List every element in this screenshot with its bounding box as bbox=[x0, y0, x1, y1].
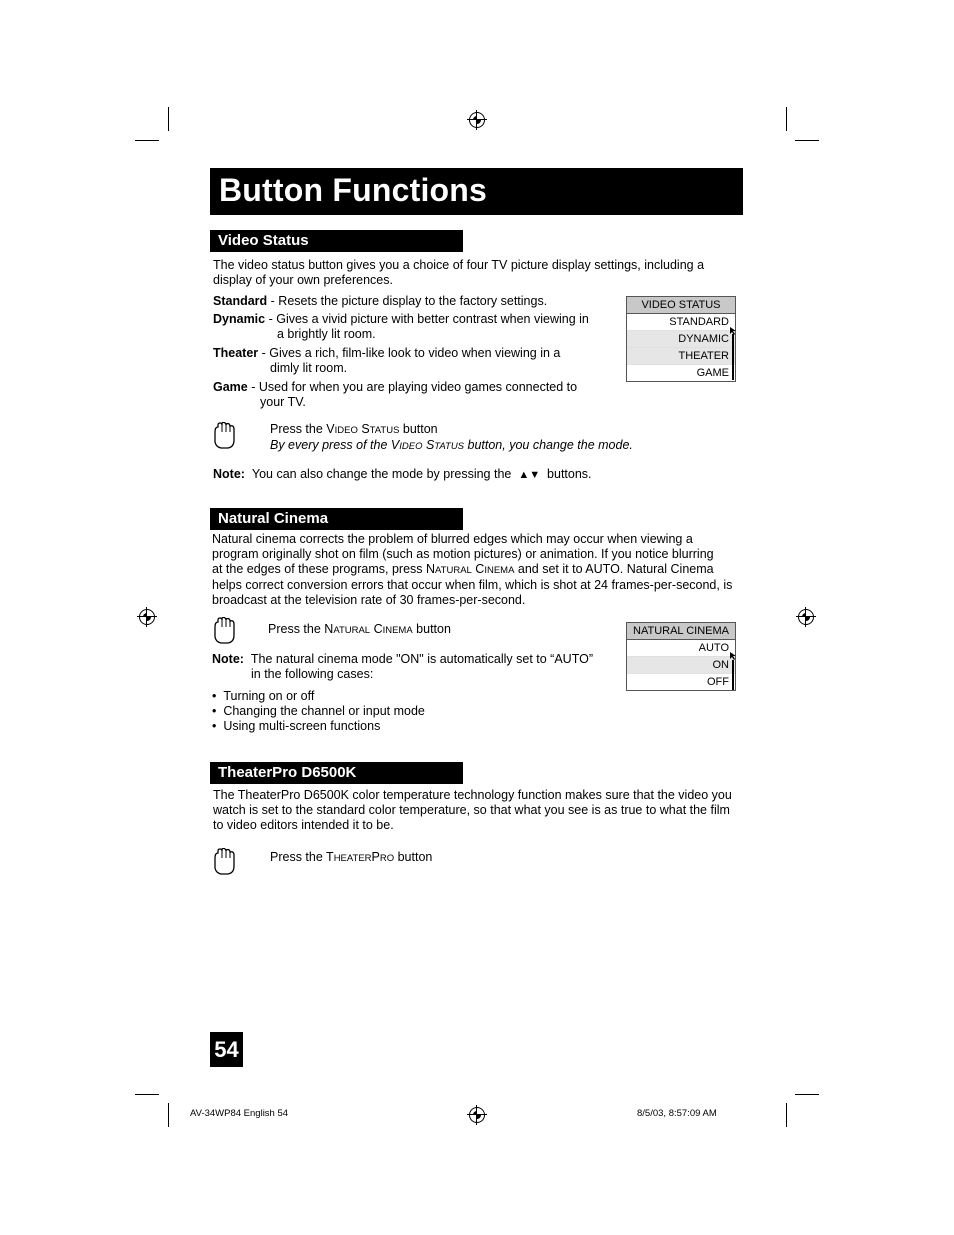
section-heading-theaterpro: TheaterPro D6500K bbox=[210, 762, 463, 784]
theaterpro-press-instruction: Press the THEATERPRO button bbox=[270, 850, 433, 864]
menu-header: VIDEO STATUS bbox=[627, 297, 735, 314]
natural-cinema-bullet-list bbox=[212, 689, 425, 734]
registration-mark-icon bbox=[469, 112, 485, 128]
menu-scroll-bar bbox=[732, 660, 734, 690]
crop-mark bbox=[135, 140, 159, 141]
registration-mark-icon bbox=[469, 1107, 485, 1123]
natural-cinema-note: Note: The natural cinema mode "ON" is automatically set to “AUTO” in the following cases: bbox=[212, 652, 594, 681]
hand-press-icon bbox=[212, 848, 236, 876]
crop-mark bbox=[168, 1103, 169, 1127]
menu-item-on: ON bbox=[627, 657, 735, 674]
theater-description: Theater - Gives a rich, film-like look to video when viewing in a dimly lit room. bbox=[213, 346, 561, 375]
standard-description: Standard - Resets the picture display to the factory settings. bbox=[213, 294, 548, 308]
menu-item-game: GAME bbox=[696, 367, 729, 379]
footer-timestamp: 8/5/03, 8:57:09 AM bbox=[637, 1108, 717, 1119]
section-heading-natural-cinema: Natural Cinema bbox=[210, 508, 463, 530]
menu-item-off: OFF bbox=[707, 676, 729, 688]
crop-mark bbox=[135, 1094, 159, 1095]
menu-header: NATURAL CINEMA bbox=[627, 623, 735, 640]
registration-mark-icon bbox=[139, 609, 155, 625]
crop-mark bbox=[795, 1094, 819, 1095]
section-heading-video-status: Video Status bbox=[210, 230, 463, 252]
dynamic-description: Dynamic - Gives a vivid picture with better contrast when viewing in a brightly lit room. bbox=[213, 312, 589, 341]
list-item: • Changing the channel or input mode bbox=[212, 704, 425, 718]
list-item: • Using multi-screen functions bbox=[212, 719, 381, 733]
theaterpro-description: The TheaterPro D6500K color temperature technology function makes sure that the video you watch is set to the standard color temperature, so that what you see is as true to what the film to video editors intended it to be. bbox=[213, 788, 732, 832]
footer-file-info: AV-34WP84 English 54 bbox=[190, 1108, 289, 1119]
page-number: 54 bbox=[210, 1032, 243, 1067]
video-status-note: Note: You can also change the mode by pressing the ▲▼ buttons. bbox=[213, 467, 592, 481]
cursor-arrow-icon bbox=[729, 651, 739, 661]
registration-mark-icon bbox=[798, 609, 814, 625]
natural-cinema-description: Natural cinema corrects the problem of blurred edges which may occur when viewing a program originally shot on film (such as motion pictures) or animation. If you notice blurring at the edges of these programs, press NATURAL CINEMA and set it to AUTO. Natural Cinema helps correct conversion errors that occur when film, which is shot at 24 frames-per-second, is broadcast at the television rate of 30 frames-per-second. bbox=[212, 532, 733, 607]
menu-scroll-bar bbox=[732, 334, 734, 380]
crop-mark bbox=[786, 107, 787, 131]
menu-item-theater: THEATER bbox=[627, 348, 735, 365]
video-status-press-instruction: Press the VIDEO STATUS button By every press of the VIDEO STATUS button, you change the mode. bbox=[270, 422, 633, 452]
page-title-bar bbox=[210, 168, 743, 215]
natural-cinema-press-instruction: Press the NATURAL CINEMA button bbox=[268, 622, 451, 636]
crop-mark bbox=[795, 140, 819, 141]
video-status-menu bbox=[626, 296, 736, 382]
video-status-intro: The video status button gives you a choice of four TV picture display settings, including a display of your own preferences. bbox=[213, 258, 705, 287]
menu-item-dynamic: DYNAMIC bbox=[627, 331, 735, 348]
page-title: Button Functions bbox=[219, 172, 488, 208]
crop-mark bbox=[786, 1103, 787, 1127]
list-item: • Turning on or off bbox=[212, 689, 315, 703]
hand-press-icon bbox=[212, 617, 236, 645]
hand-press-icon bbox=[212, 422, 236, 450]
natural-cinema-menu bbox=[626, 622, 736, 691]
menu-item-auto: AUTO bbox=[627, 640, 735, 657]
cursor-arrow-icon bbox=[729, 326, 739, 336]
menu-item-standard: STANDARD bbox=[627, 314, 735, 331]
up-down-arrows-icon: ▲▼ bbox=[518, 469, 541, 481]
crop-mark bbox=[168, 107, 169, 131]
game-description: Game - Used for when you are playing video games connected to your TV. bbox=[213, 380, 578, 409]
